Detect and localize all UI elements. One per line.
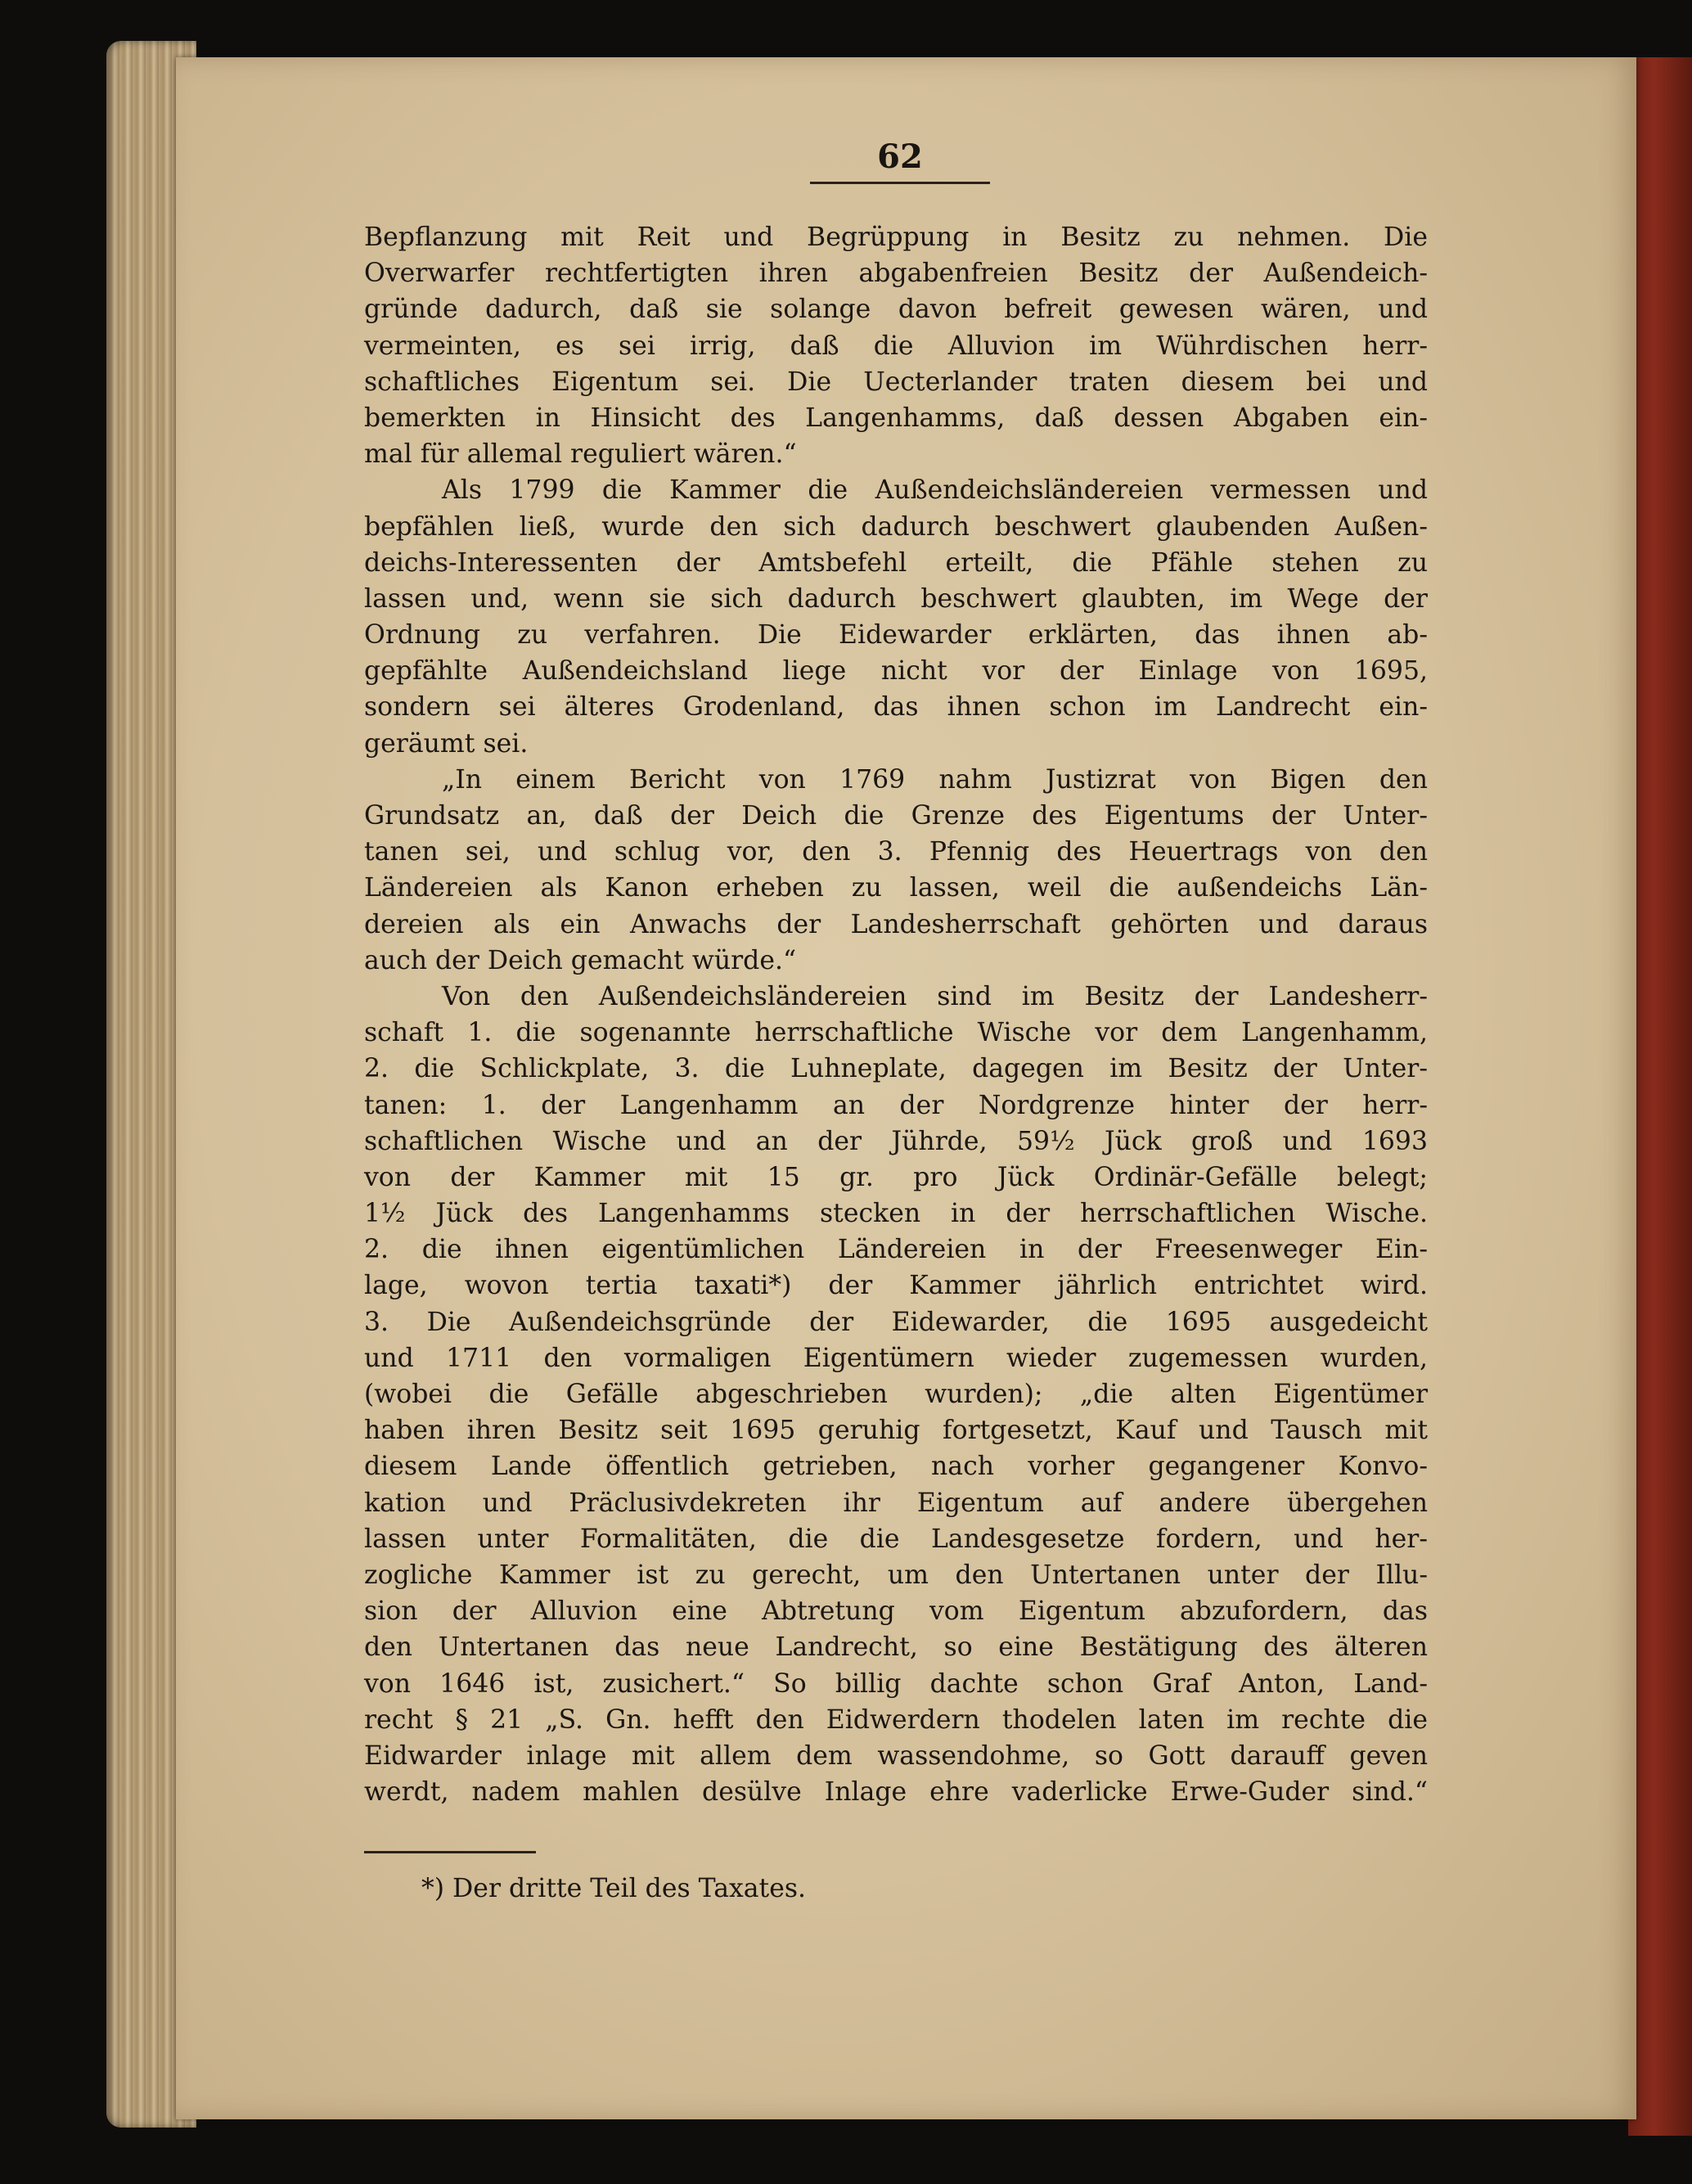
text-line: sondern sei älteres Grodenland, das ihnen schon im Landrecht ein-: [364, 692, 1428, 723]
text-line: recht § 21 „S. Gn. hefft den Eidwerdern thodelen laten im rechte die: [364, 1704, 1428, 1735]
text-line: sion der Alluvion eine Abtretung vom Eigentum abzufordern, das: [364, 1596, 1428, 1627]
text-line: werdt, nadem mahlen desülve Inlage ehre vaderlicke Erwe-Guder sind.“: [364, 1777, 1428, 1808]
text-line: lassen und, wenn sie sich dadurch beschwert glaubten, im Wege der: [364, 583, 1428, 614]
text-line: gründe dadurch, daß sie solange davon befreit gewesen wären, und: [364, 295, 1428, 325]
text-line: zogliche Kammer ist zu gerecht, um den Untertanen unter der Illu-: [364, 1560, 1428, 1590]
text-line: von 1646 ist, zusichert.“ So billig dachte schon Graf Anton, Land-: [364, 1668, 1428, 1699]
text-line: lassen unter Formalitäten, die die Landesgesetze fordern, und her-: [364, 1524, 1428, 1554]
text-line: tanen: 1. der Langenhamm an der Nordgrenze hinter der herr-: [364, 1090, 1428, 1120]
text-line: „In einem Bericht von 1769 nahm Justizrat von Bigen den: [442, 764, 1428, 795]
text-line: kation und Präclusivdekreten ihr Eigentum auf andere übergehen: [364, 1488, 1428, 1518]
text-line: Eidwarder inlage mit allem dem wassendohme, so Gott darauff geven: [364, 1740, 1428, 1771]
text-line: deichs-Interessenten der Amtsbefehl erteilt, die Pfähle stehen zu: [364, 547, 1428, 578]
text-line: bemerkten in Hinsicht des Langenhamms, daß dessen Abgaben ein-: [364, 403, 1428, 433]
text-line: Ländereien als Kanon erheben zu lassen, weil die außendeichs Län-: [364, 873, 1428, 903]
text-line: und 1711 den vormaligen Eigentümern wieder zugemessen wurden,: [364, 1343, 1428, 1373]
text-line: Von den Außendeichsländereien sind im Besitz der Landesherr-: [442, 981, 1428, 1011]
text-line: von der Kammer mit 15 gr. pro Jück Ordinär-Gefälle belegt;: [364, 1162, 1428, 1192]
text-line: den Untertanen das neue Landrecht, so eine Bestätigung des älteren: [364, 1632, 1428, 1663]
text-line: 1½ Jück des Langenhamms stecken in der herrschaftlichen Wische.: [364, 1199, 1428, 1229]
text-line: 2. die ihnen eigentümlichen Ländereien in der Freesenweger Ein-: [364, 1235, 1428, 1265]
text-line: schaftliches Eigentum sei. Die Uecterlander traten diesem bei und: [364, 367, 1428, 397]
text-line: dereien als ein Anwachs der Landesherrschaft gehörten und daraus: [364, 909, 1428, 939]
text-line: diesem Lande öffentlich getrieben, nach vorher gegangener Konvo-: [364, 1452, 1428, 1482]
text-line: haben ihren Besitz seit 1695 geruhig fortgesetzt, Kauf und Tausch mit: [364, 1416, 1428, 1446]
text-line: 2. die Schlickplate, 3. die Luhneplate, dagegen im Besitz der Unter-: [364, 1054, 1428, 1084]
text-line: vermeinten, es sei irrig, daß die Alluvion im Wührdischen herr-: [364, 331, 1428, 361]
text-line: Bepflanzung mit Reit und Begrüppung in Besitz zu nehmen. Die: [364, 223, 1428, 252]
text-line: 3. Die Außendeichsgründe der Eidewarder, die 1695 ausgedeicht: [364, 1307, 1428, 1337]
footnote: *) Der dritte Teil des Taxates.: [421, 1874, 807, 1903]
text-line: lage, wovon tertia taxati*) der Kammer jährlich entrichtet wird.: [364, 1271, 1428, 1301]
page-number: 62: [877, 137, 923, 176]
header-rule: [810, 182, 990, 184]
text-line: (wobei die Gefälle abgeschrieben wurden); „die alten Eigentümer: [364, 1380, 1428, 1409]
footnote-rule: [364, 1851, 536, 1853]
book-cover-edge: [1628, 57, 1692, 2136]
text-line: Ordnung zu verfahren. Die Eidewarder erklärten, das ihnen ab-: [364, 620, 1428, 651]
text-line: auch der Deich gemacht würde.“: [364, 945, 797, 975]
text-line: bepfählen ließ, wurde den sich dadurch beschwert glaubenden Außen-: [364, 511, 1428, 542]
text-line: geräumt sei.: [364, 728, 529, 759]
text-line: Overwarfer rechtfertigten ihren abgabenfreien Besitz der Außendeich-: [364, 259, 1428, 289]
text-line: tanen sei, und schlug vor, den 3. Pfennig des Heuertrags von den: [364, 837, 1428, 867]
text-line: schaftlichen Wische und an der Jührde, 59½ Jück groß und 1693: [364, 1126, 1428, 1156]
text-line: Grundsatz an, daß der Deich die Grenze des Eigentums der Unter-: [364, 801, 1428, 831]
text-line: Als 1799 die Kammer die Außendeichsländereien vermessen und: [442, 475, 1428, 506]
text-line: schaft 1. die sogenannte herrschaftliche Wische vor dem Langenhamm,: [364, 1018, 1428, 1048]
text-line: mal für allemal reguliert wären.“: [364, 439, 797, 470]
text-line: gepfählte Außendeichsland liege nicht vor der Einlage von 1695,: [364, 656, 1428, 687]
body-text: [364, 219, 1428, 1810]
